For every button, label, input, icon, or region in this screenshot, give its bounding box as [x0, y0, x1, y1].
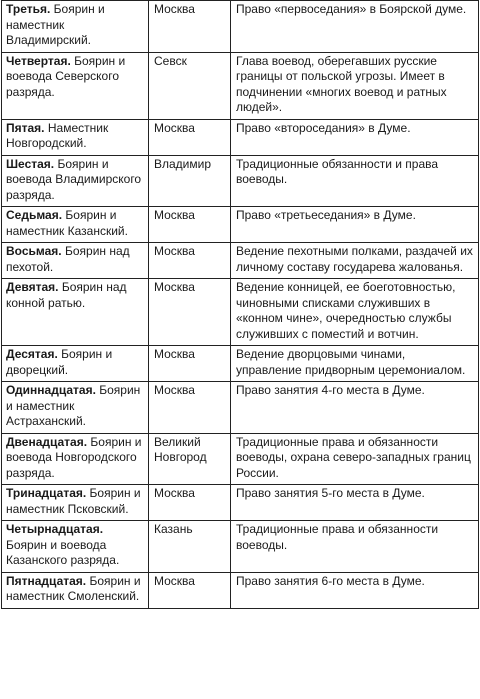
rank-cell: [2, 279, 149, 346]
city-cell: Москва: [149, 346, 231, 382]
rank-title: Боярин и воевода Владимирского разряда.: [6, 156, 142, 202]
rank-number: Двенадцатая.: [6, 434, 88, 449]
rank-number: Тринадцатая.: [6, 486, 87, 500]
ranks-table-body: [2, 1, 479, 609]
rank-number: Одиннадцатая.: [6, 383, 96, 397]
rank-title: Боярин над пехотой.: [6, 244, 130, 274]
duty-cell: Глава воевод, оберегавших русские границы от польской угрозы. Имеет в подчинении «многих воевод и ратных людей».: [231, 52, 479, 119]
rank-number: Пятнадцатая.: [6, 573, 87, 588]
duty-cell: Ведение конницей, ее боеготовностью, чиновными списками служивших в «конном чине», очередностью службы служивших с поместий и вотчин.: [231, 279, 479, 346]
table-row: [2, 521, 479, 573]
table-row: [2, 119, 479, 155]
city-cell: Москва: [149, 207, 231, 243]
duty-cell: Традиционные права и обязанности воеводы, охрана северо-западных границ России.: [231, 433, 479, 485]
duty-cell: Право занятия 6-го места в Думе.: [231, 572, 479, 608]
rank-cell: [2, 243, 149, 279]
duty-cell: Право занятия 5-го места в Думе.: [231, 485, 479, 521]
city-cell: Великий Новгород: [149, 433, 231, 485]
rank-title: Боярин и наместник Смоленский.: [6, 573, 141, 603]
rank-number: Восьмая.: [6, 244, 62, 258]
table-row: [2, 52, 479, 119]
rank-number: Шестая.: [6, 156, 55, 171]
duty-cell: Ведение дворцовыми чинами, управление придворным церемониалом.: [231, 346, 479, 382]
table-row: [2, 1, 479, 53]
rank-number: Пятая.: [6, 120, 45, 135]
rank-number: Девятая.: [6, 280, 59, 294]
city-cell: Москва: [149, 485, 231, 521]
rank-title: Боярин и наместник Казанский.: [6, 208, 128, 238]
duty-cell: Ведение пехотными полками, раздачей их личному составу государева жалованья.: [231, 243, 479, 279]
table-row: [2, 346, 479, 382]
rank-cell: [2, 346, 149, 382]
rank-cell: [2, 433, 149, 485]
rank-title: Боярин и воевода Северского разряда.: [6, 53, 126, 99]
ranks-table: [1, 0, 479, 609]
duty-cell: Традиционные права и обязанности воеводы.: [231, 521, 479, 573]
rank-cell: [2, 485, 149, 521]
rank-cell: [2, 119, 149, 155]
table-row: [2, 485, 479, 521]
duty-cell: Право «третьеседания» в Думе.: [231, 207, 479, 243]
rank-number: Третья.: [6, 2, 51, 16]
rank-cell: [2, 521, 149, 573]
rank-title: Боярин и наместник Псковский.: [6, 486, 141, 516]
city-cell: Москва: [149, 382, 231, 434]
duty-cell: Право «первоседания» в Боярской думе.: [231, 1, 479, 53]
city-cell: Москва: [149, 572, 231, 608]
city-cell: Москва: [149, 119, 231, 155]
city-cell: Севск: [149, 52, 231, 119]
city-cell: Казань: [149, 521, 231, 573]
rank-title: Боярин и наместник Владимирский.: [6, 2, 105, 47]
table-row: [2, 279, 479, 346]
rank-cell: [2, 1, 149, 53]
rank-cell: [2, 572, 149, 608]
duty-cell: Право «второседания» в Думе.: [231, 119, 479, 155]
rank-number: Седьмая.: [6, 208, 63, 222]
city-cell: Москва: [149, 279, 231, 346]
city-cell: Москва: [149, 1, 231, 53]
table-row: [2, 155, 479, 207]
rank-number: Четырнадцатая.: [6, 522, 104, 536]
rank-title: Наместник Новгородский.: [6, 120, 109, 150]
rank-cell: [2, 155, 149, 207]
table-row: [2, 243, 479, 279]
rank-number: Десятая.: [6, 347, 58, 361]
table-row: [2, 382, 479, 434]
table-row: [2, 207, 479, 243]
table-row: [2, 572, 479, 608]
city-cell: Москва: [149, 243, 231, 279]
city-cell: Владимир: [149, 155, 231, 207]
rank-cell: [2, 382, 149, 434]
rank-title: Боярин и дворецкий.: [6, 347, 113, 377]
duty-cell: Право занятия 4-го места в Думе.: [231, 382, 479, 434]
rank-number: Четвертая.: [6, 53, 71, 68]
rank-cell: [2, 52, 149, 119]
rank-title: Боярин и воевода Казанского разряда.: [6, 537, 120, 567]
rank-title: Боярин над конной ратью.: [6, 280, 127, 310]
rank-title: Боярин и наместник Астраханский.: [6, 383, 141, 428]
rank-cell: [2, 207, 149, 243]
duty-cell: Традиционные обязанности и права воеводы.: [231, 155, 479, 207]
rank-title: Боярин и воевода Новгородского разряда.: [6, 434, 142, 480]
table-row: [2, 433, 479, 485]
